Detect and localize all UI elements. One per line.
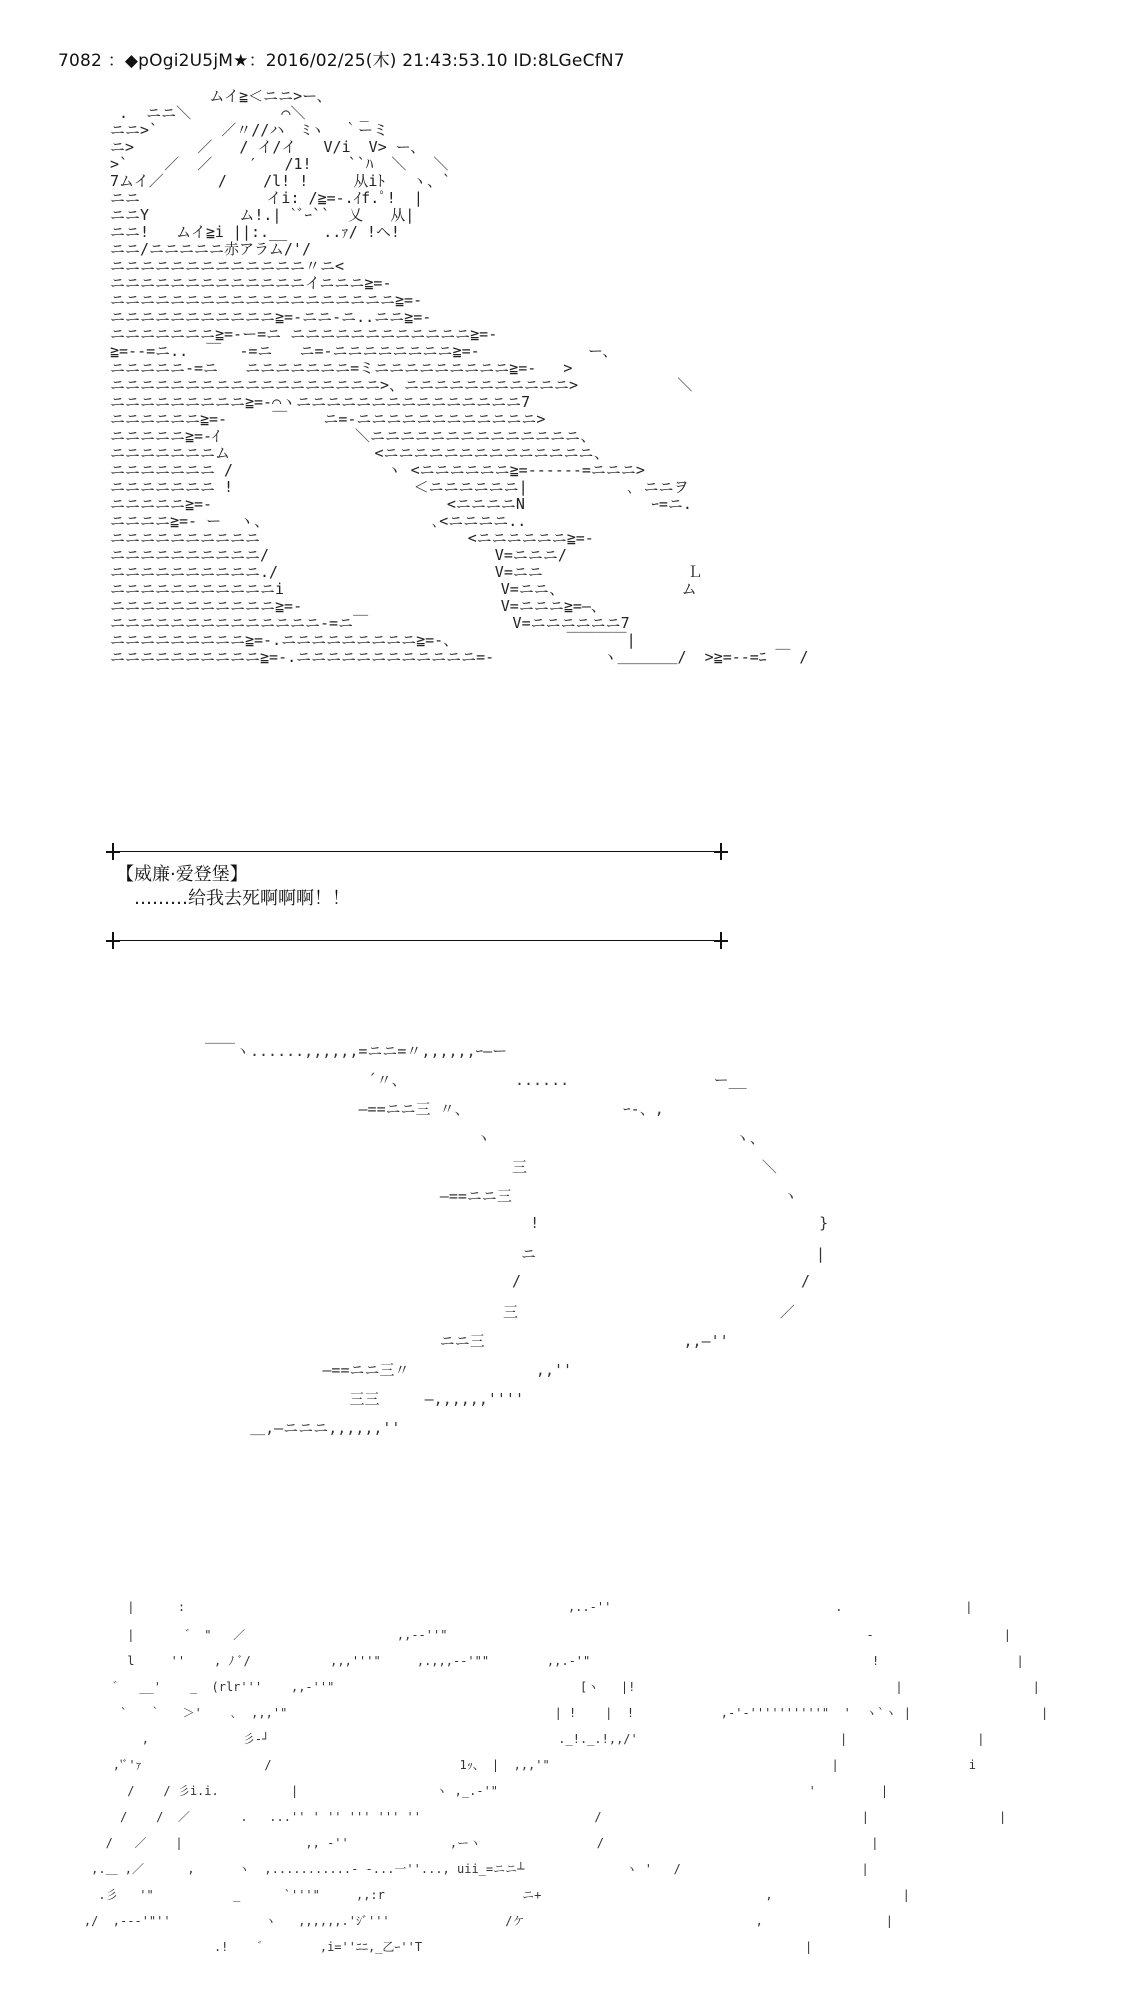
ascii-art-line: ニニニニニニ≧=- ￣ ニ=-ニニニニニニニニニニニニ> bbox=[110, 410, 546, 428]
ascii-art-line: ムイ≧＜ニニ>ー、 bbox=[110, 87, 332, 105]
dialogue-line: ………给我去死啊啊啊！！ bbox=[134, 888, 350, 909]
ascii-art-line: ニニニニニニニ / ヽ <ニニニニニニ≧=------=ニニニ> bbox=[110, 461, 645, 479]
ascii-art-line: ニニニニニ-=ニ ニニニニニニニ=ミニニニニニニニニニ≧=- > bbox=[110, 359, 573, 377]
ascii-art-line: 7ムイ／ / /l! ! 从iﾄ ヽ、` bbox=[110, 172, 452, 190]
ascii-art-line: ニニ>` ／〃//ハ ﾐヽ ｀ーミ bbox=[110, 121, 388, 139]
ascii-art-stroke: 三三 ―,,,,,,'''' bbox=[205, 1390, 524, 1408]
dialogue-box bbox=[116, 863, 350, 911]
ascii-art-stroke: ,.＿ ,／ , ヽ ,...........- -...一''..., uii_=ニニ┴ ヽ ' / | bbox=[55, 1862, 869, 1876]
dialogue-rule-bottom bbox=[112, 940, 722, 941]
ascii-art-stroke: / / bbox=[205, 1272, 811, 1290]
ascii-art-stroke: 三 ＼ bbox=[205, 1158, 777, 1176]
ascii-art-line: ニニニニニニニニニニニi V=ニニ、 ム bbox=[110, 580, 697, 598]
ascii-art-line: ニニニニニ≧=-ｲ ＼ニニニニニニニニニニニニニニ、 bbox=[110, 427, 596, 445]
ascii-art-line: ニニニニニニニニニニニニニイニニニ≧=- bbox=[110, 274, 392, 292]
ascii-art-stroke: ´〃、 ...... ー__ bbox=[205, 1071, 747, 1089]
ascii-art-stroke: l '' , ﾉ ﾞ/ ,,,'''" ,.,,,--'"" ,,.-'" ! | bbox=[55, 1654, 1024, 1668]
post-id: ID:8LGeCfN7 bbox=[513, 51, 625, 71]
ascii-art-line: . ニニ＼ ⌒＼ _ bbox=[110, 104, 369, 122]
ascii-art-stroke: ￣￣ヽ......,,,,,,=ニニ=〃,,,,,,ｰ―ー bbox=[205, 1042, 508, 1060]
ascii-art-line: ニニニニニニニニニニニ≧=-ニニ-ニ..ニニ≧=- bbox=[110, 308, 432, 326]
ascii-art-line: ニニY ム!.| `ﾞｰ`` 乂 从| bbox=[110, 206, 415, 224]
ascii-art-line: ニニニニニニニニニニニニニ〃ニ< bbox=[110, 257, 345, 275]
ascii-art-line: ニニニニニニニニニニ <ニニニニニニ≧=- bbox=[110, 529, 594, 547]
ascii-art-stroke: .! ゛ ,i=''ﾆﾆ,_乙ｰ''T | bbox=[55, 1940, 813, 1954]
ascii-art-line: ニニニニニニニ≧=-ー=ニ ニニニニニニニニニニニニ≧=- bbox=[110, 325, 498, 343]
ascii-art-line: >` ／ ／ ′ /1! ``ﾊ ＼ ＼ bbox=[110, 155, 449, 173]
dialogue-speaker: 【威廉·爱登堡】 bbox=[116, 864, 248, 885]
ascii-art-stroke: ―==ニニ三 〃、 ｰ-、, bbox=[205, 1100, 664, 1118]
ascii-art-stroke: ゛ __' _ (rlr''' ,,-''" [ヽ |! | | bbox=[55, 1680, 1040, 1694]
ascii-art-line: ニニニニニニニニニニニニニニニニニニ>、ニニニニニニニニニニニ> ＼ bbox=[110, 376, 693, 394]
ascii-art-line: ニニ! ムイ≧i ||:.__ ..ｧ/ !ヘ! bbox=[110, 223, 400, 241]
ascii-art-stroke: 三 ／ bbox=[205, 1303, 795, 1321]
ascii-art-stroke: / / ／ . ...'' ' '' ''' ''' '' / | | bbox=[55, 1810, 1007, 1824]
ascii-art-line: ニニニニニニニニニニ≧=-.ニニニニニニニニニニニニ=- ヽ＿＿＿＿/ >≧=--=ﾆ ￣ / bbox=[110, 648, 809, 666]
ascii-art-stroke: ニ | bbox=[205, 1245, 826, 1263]
ascii-art-line: ニニニニニニニニニニニニニニ-=ニ￣ V=ニニニニニニ7 bbox=[110, 614, 630, 632]
post-date: ：2016/02/25(木) 21:43:53.10 bbox=[248, 51, 508, 71]
ascii-art-line: ニ> ／ / イ/イ V/i V> ー、 bbox=[110, 138, 426, 156]
ascii-art-line: ニニニニニニニニニ≧=-.ニニニニニニニニニ≧=-、 ￣￣￣￣| bbox=[110, 631, 636, 649]
ascii-art-line: ニニニニニニニニニニ./ V=ニニ Ｌ bbox=[110, 563, 703, 581]
post-trip: ◆pOgi2U5jM★ bbox=[124, 51, 249, 71]
ascii-art-stroke: | ゛ " ／ ,,--''" - | bbox=[55, 1628, 1011, 1642]
ascii-art-slash-effect bbox=[205, 1040, 885, 1470]
ascii-art-stroke: .彡 '" _ `'''" ,,:r ニ+ , | bbox=[55, 1888, 910, 1902]
ascii-art-stroke: ,'ﾞ'ｧ / 1ｯ、 | ,,,'" | i bbox=[55, 1758, 976, 1772]
ascii-art-line: ニニニニニニニ ! ＜ニニニニニニ| ､ ニニヲ bbox=[110, 478, 689, 496]
ascii-art-stroke: ` ｀ ＞' ､ ,,,'" | ! | ! ,-'-''''''''''" ' ヽ`ヽ | | bbox=[55, 1706, 1049, 1720]
dialogue-rule-top bbox=[112, 851, 722, 852]
ascii-art-stroke: , 彡-┘ ._!._.!,,/' | | bbox=[55, 1732, 985, 1746]
ascii-art-line: ニニニニニニニニニ≧=-⌒ヽニニニニニニニニニニニニニニニ7 bbox=[110, 393, 531, 411]
ascii-art-scene-1 bbox=[110, 88, 808, 666]
ascii-art-stroke: ＿,―ニニニ,,,,,,'' bbox=[205, 1419, 401, 1437]
ascii-art-stroke: / / 彡i.i. | ヽ ,_.-'" ' | bbox=[55, 1784, 889, 1798]
post-number: 7082 bbox=[58, 51, 103, 71]
ascii-art-line: ニニニニニニニニニニニ≧=- V=ニニニ≧=―、 bbox=[110, 597, 606, 615]
ascii-art-line: ニニニニ≧=- ー ヽ、 ､<ニニニニ.. bbox=[110, 512, 527, 530]
ascii-art-stroke: ―==ニニ三 ヽ bbox=[205, 1187, 798, 1205]
ascii-art-line: ニニニニニニニニニニニニニニニニニニニ≧=- bbox=[110, 291, 423, 309]
ascii-art-stroke: ,/ ,---'"'' ヽ ,,,,,,.'ｼﾞ''' /ケ , | bbox=[55, 1914, 893, 1928]
ascii-art-line: ニニ/ニニニニニ赤アラム/'/ bbox=[110, 240, 311, 258]
ascii-art-line: ニニニニニニニム <ニニニニニニニニニニニニニニ、 bbox=[110, 444, 609, 462]
ascii-art-line: ニニニニニニニニニニ/ V=ニニニ/ bbox=[110, 546, 567, 564]
ascii-art-sound-effect bbox=[55, 1600, 1055, 2000]
ascii-art-line: ≧=--=ニ.. ￣ -=ニ ニ=-ニニニニニニニニ≧=- ー、 bbox=[110, 342, 618, 360]
ascii-art-line: ニニニニニ≧=- <ニニニニN ｰ=ニ. bbox=[110, 495, 692, 513]
ascii-art-stroke: ―==ニニ三〃 ,,'' bbox=[205, 1361, 573, 1379]
ascii-art-stroke: / ／ | ,, -'' ,ーヽ / | bbox=[55, 1836, 879, 1850]
ascii-art-line: ニニ イi: /≧=-.ｲf.ﾟ! | bbox=[110, 189, 423, 207]
ascii-art-stroke: | : ,..-'' . | bbox=[55, 1600, 973, 1614]
ascii-art-stroke: ニニ三 ,,―'' bbox=[205, 1332, 729, 1350]
post-header bbox=[58, 46, 625, 71]
ascii-art-stroke: ! } bbox=[205, 1214, 829, 1232]
ascii-art-stroke: ヽ ヽ、 bbox=[205, 1129, 765, 1147]
post-separator: ： bbox=[107, 51, 125, 71]
